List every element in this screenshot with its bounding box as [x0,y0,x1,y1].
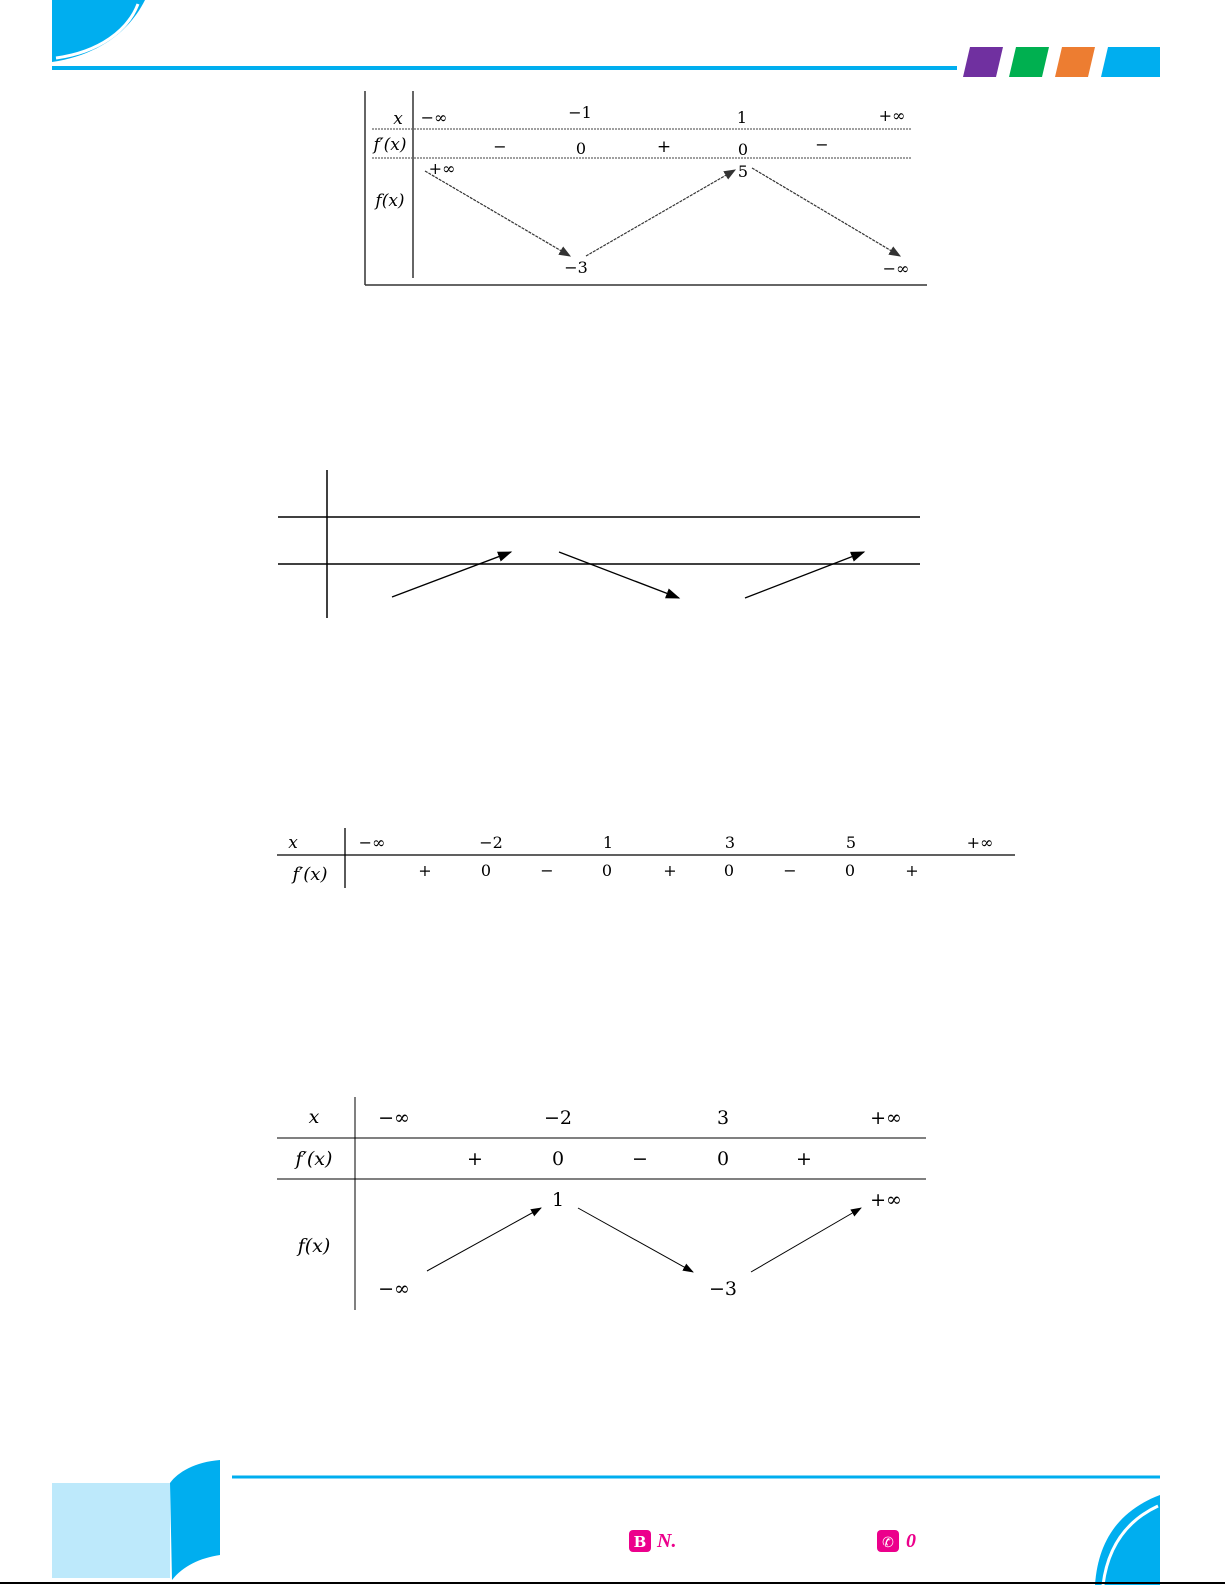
t3-fp-sign: + [905,861,919,880]
t3-fp-sign: 0 [601,861,613,880]
t2-arrow-down [559,552,679,598]
t4-arrow-up [751,1208,861,1272]
t1-fp-sign: − [815,135,829,154]
t4-fp-label: f′(x) [295,1148,333,1170]
t4-f-value: −3 [708,1278,738,1300]
header-block-green [1009,47,1049,77]
t1-fp-sign: − [493,137,507,156]
t3-fp-label: f′(x) [292,864,328,885]
t4-f-label: f(x) [297,1235,331,1257]
t3-x-value: +∞ [966,833,994,852]
header-block-purple [963,47,1003,77]
t4-fp-sign: + [467,1148,483,1170]
t3-fp-sign: + [663,861,677,880]
t4-x-value: 3 [716,1107,730,1129]
t2-arrow-up [392,552,511,597]
t3-fp-sign: 0 [844,861,856,880]
t4-x-value: −2 [543,1107,573,1129]
t4-x-value: −∞ [378,1107,410,1129]
t3-fp-sign: + [418,861,432,880]
variation-table-1 [360,88,935,288]
t3-x-value: −∞ [358,833,386,852]
t1-f-value: 5 [737,162,749,181]
t1-f-label: f(x) [375,191,405,211]
t1-x-value: −1 [568,103,592,122]
t4-arrow-down [578,1208,693,1272]
t1-x-value: −∞ [420,108,448,127]
t1-f-value: +∞ [428,159,456,178]
t4-fp-sign: 0 [551,1148,565,1170]
t3-x-value: 5 [845,833,857,852]
header-block-blue [1101,47,1160,77]
t1-fp-label: f′(x) [373,135,407,155]
t1-x-label: x [393,109,403,129]
t4-f-value: −∞ [378,1278,410,1300]
t4-f-value: +∞ [870,1189,902,1211]
book-page-icon [52,1483,170,1578]
t4-fp-sign: + [796,1148,812,1170]
t3-x-value: 1 [602,833,614,852]
page-footer [0,1450,1225,1585]
t2-arrow-up [745,552,864,598]
header-block-orange [1055,47,1095,77]
t1-fp-sign: + [656,137,672,157]
t1-x-value: 1 [736,108,748,127]
footer-blog-text[interactable]: N. [657,1530,677,1552]
svg-text:B: B [633,1533,647,1551]
t3-x-value: 3 [724,833,736,852]
t3-fp-sign: − [540,861,554,880]
t4-fp-sign: − [632,1148,648,1170]
t1-x-value: +∞ [878,106,906,125]
svg-text:✆: ✆ [882,1535,894,1551]
variation-table-4 [275,1095,930,1315]
t3-x-value: −2 [479,833,503,852]
t1-arrow-down [425,171,570,256]
t1-f-value: −∞ [882,259,910,278]
t3-fp-sign: 0 [723,861,735,880]
page-header [0,0,1225,90]
t4-fp-sign: 0 [716,1148,730,1170]
t1-fp-sign: 0 [575,139,587,158]
sign-table-3 [275,825,1020,895]
variation-table-2 [275,468,925,623]
header-corner-shape [52,0,145,62]
t4-x-value: +∞ [870,1107,902,1129]
t3-fp-sign: − [783,861,797,880]
t3-fp-sign: 0 [480,861,492,880]
t1-arrow-up [586,170,735,256]
book-cover-icon [170,1460,220,1580]
footer-phone-text[interactable]: 0 [906,1530,916,1552]
t4-f-value: 1 [551,1189,565,1211]
t1-f-value: −3 [564,258,588,277]
t4-arrow-up [427,1208,541,1271]
t1-fp-sign: 0 [737,140,749,159]
t4-x-label: x [308,1106,320,1128]
t3-x-label: x [288,833,298,853]
t1-arrow-down [752,168,900,256]
